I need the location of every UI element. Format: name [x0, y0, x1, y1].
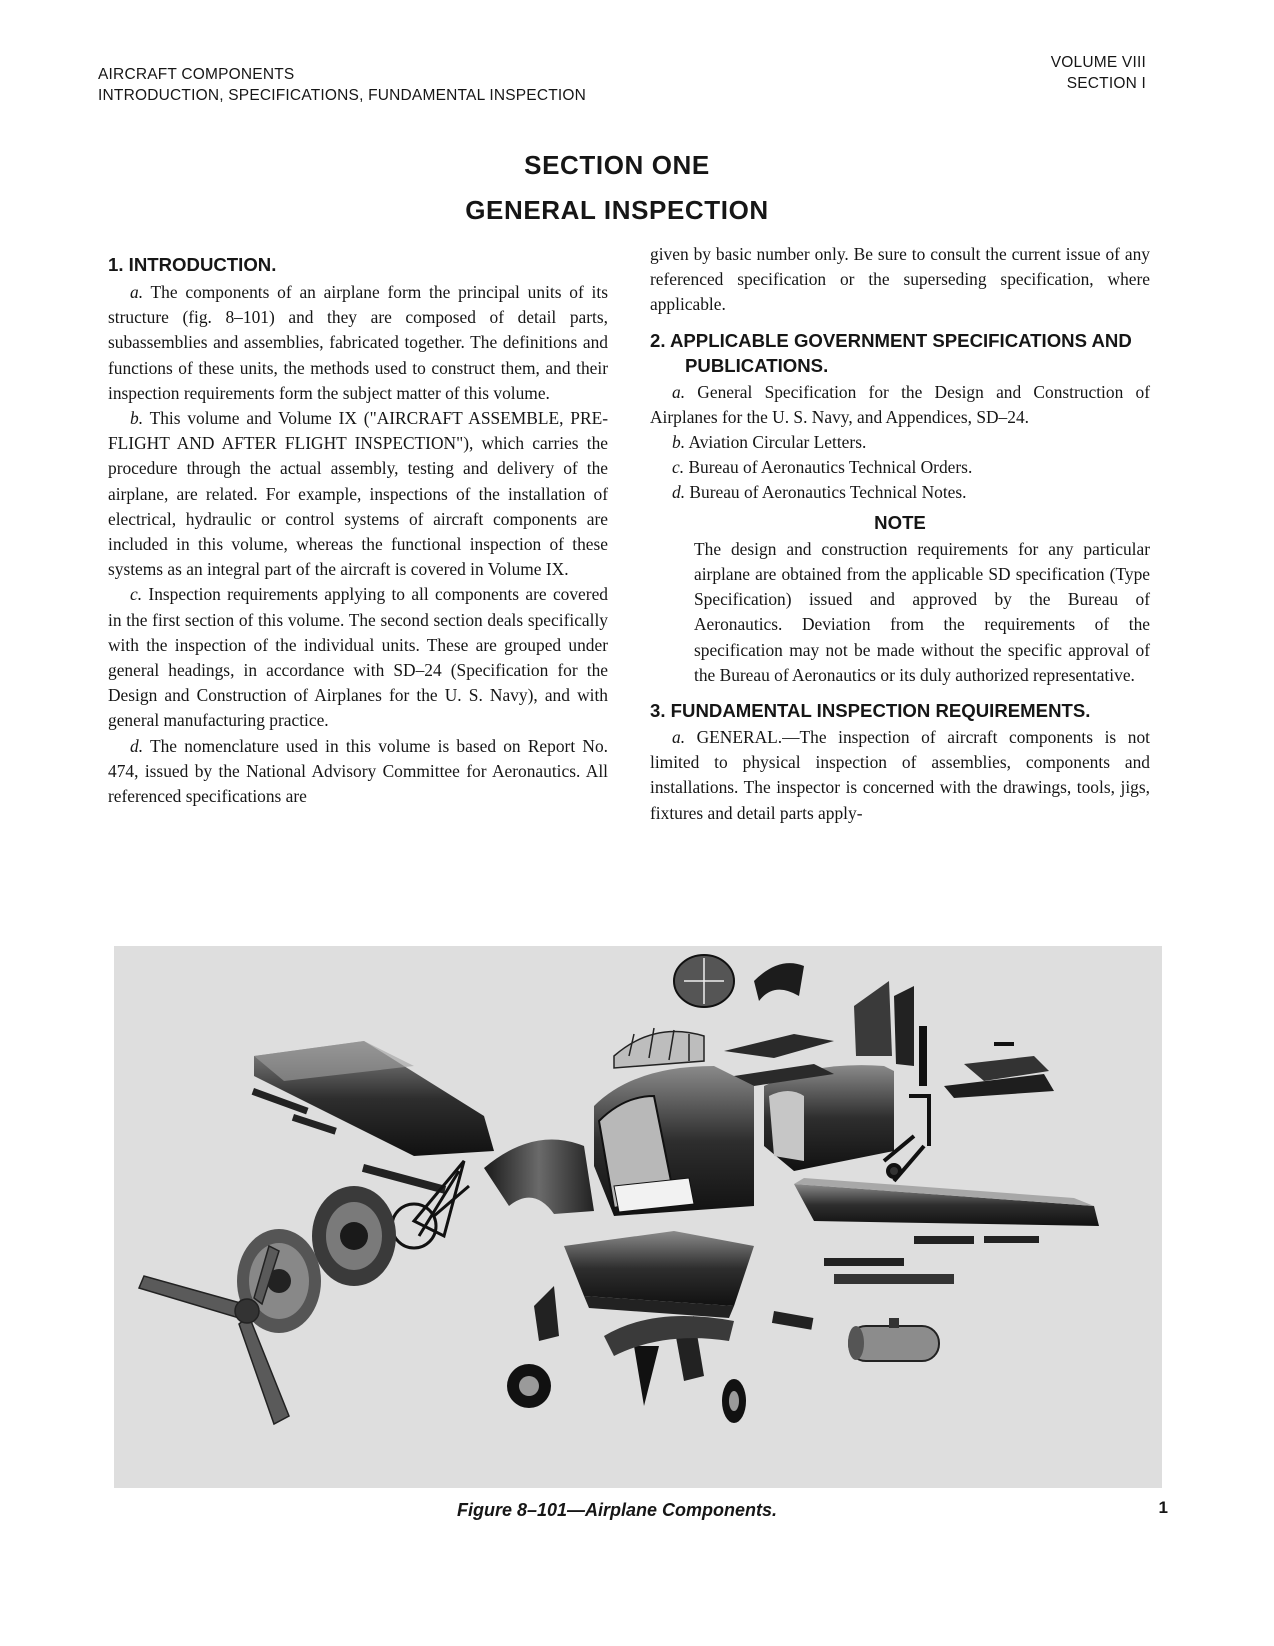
heading-specifications: 2. APPLICABLE GOVERNMENT SPECIFICATIONS AND PUBLICATIONS. — [650, 329, 1132, 376]
spec-item-c: c. Bureau of Aeronautics Technical Orders. — [672, 457, 973, 478]
paragraph-continued: given by basic number only. Be sure to consult the current issue of any referenced specification or the superseding specification, where applicable. — [650, 244, 1150, 315]
paragraph-a: a. The components of an airplane form the principal units of its structure (fig. 8–101) and they are composed of detail parts, subassemblies and assemblies, fabricated together. The definitions and functions of these units, the methods used to construct them, and their inspection requirements form the subject matter of this volume. — [108, 282, 608, 403]
header-volume: VOLUME VIII — [1050, 54, 1146, 71]
header-subtitle: INTRODUCTION, SPECIFICATIONS, FUNDAMENTAL INSPECTION — [98, 87, 587, 104]
section-subtitle: GENERAL INSPECTION — [465, 195, 769, 225]
center-fuselage — [594, 1066, 754, 1216]
item-letter: d. — [130, 735, 144, 756]
item-letter: c. — [672, 457, 685, 478]
engine-section — [312, 1186, 396, 1286]
item-letter: b. — [672, 432, 686, 453]
spec-item-b: b. Aviation Circular Letters. — [672, 432, 867, 453]
exploded-airplane-illustration — [114, 946, 1162, 1488]
figure-caption: Figure 8–101—Airplane Components. — [456, 1500, 778, 1520]
paragraph-b: b. This volume and Volume IX ("AIRCRAFT ASSEMBLE, PRE-FLIGHT AND AFTER FLIGHT INSPECTION"), which carries the procedure through the actual assembly, testing and delivery of the airplane, are related. For example, inspections of the installation of electrical, hydraulic or control systems of aircraft components are included in this volume, whereas the functional inspection of these systems as an integral part of the aircraft is covered in Volume IX. — [108, 408, 608, 580]
cockpit-headrest — [674, 955, 734, 1007]
header-section: SECTION I — [1066, 75, 1146, 92]
running-header-right — [1051, 52, 1146, 94]
heading-fundamental-inspection: 3. FUNDAMENTAL INSPECTION REQUIREMENTS. — [650, 700, 1091, 722]
paragraph-d: d. The nomenclature used in this volume is based on Report No. 474, issued by the National Advisory Committee for Aeronautics. All referenced specifications are — [108, 735, 608, 807]
paragraph-general: a. GENERAL.—The inspection of aircraft components is not limited to physical inspection of assemblies, components and installations. The inspector is concerned with the drawings, tools, jigs, fixtures and detail parts apply- — [650, 727, 1150, 823]
note-text: The design and construction requirements for any particular airplane are obtained from the applicable SD specification (Type Specification) issued and approved by the Bureau of Aeronautics. Deviation from the requirements of the specification may not be made without the specific approval of the Bureau of Aeronautics or its duly authorized representative. — [694, 538, 1150, 685]
paragraph-c: c. Inspection requirements applying to all components are covered in the first section of this volume. The second section deals specifically with the inspection of the individual units. These are grouped under general headings, in accordance with SD–24 (Specification for the Design and Construction of Airplanes for the U. S. Navy), and with general manufacturing practice. — [108, 584, 608, 731]
right-column — [650, 242, 1150, 826]
heading-introduction: 1. INTRODUCTION. — [108, 254, 277, 275]
item-letter: a. — [672, 381, 686, 402]
page-number: 1 — [1158, 1498, 1168, 1517]
airplane-components-figure — [114, 946, 1162, 1488]
running-header-left — [98, 64, 586, 106]
item-letter: a. — [672, 727, 686, 748]
spec-item-a: a. General Specification for the Design and Construction of Airplanes for the U. S. Navy, and Appendices, SD–24. — [650, 381, 1150, 427]
spec-item-d: d. Bureau of Aeronautics Technical Notes. — [672, 482, 967, 503]
item-letter: c. — [130, 584, 143, 605]
section-title: SECTION ONE — [524, 150, 710, 180]
item-letter: d. — [672, 482, 686, 503]
note-title: NOTE — [874, 511, 926, 533]
item-letter: b. — [130, 408, 144, 429]
center-wing-section — [564, 1231, 754, 1318]
header-title: AIRCRAFT COMPONENTS — [98, 66, 295, 83]
item-letter: a. — [130, 282, 144, 302]
left-column — [108, 252, 608, 809]
